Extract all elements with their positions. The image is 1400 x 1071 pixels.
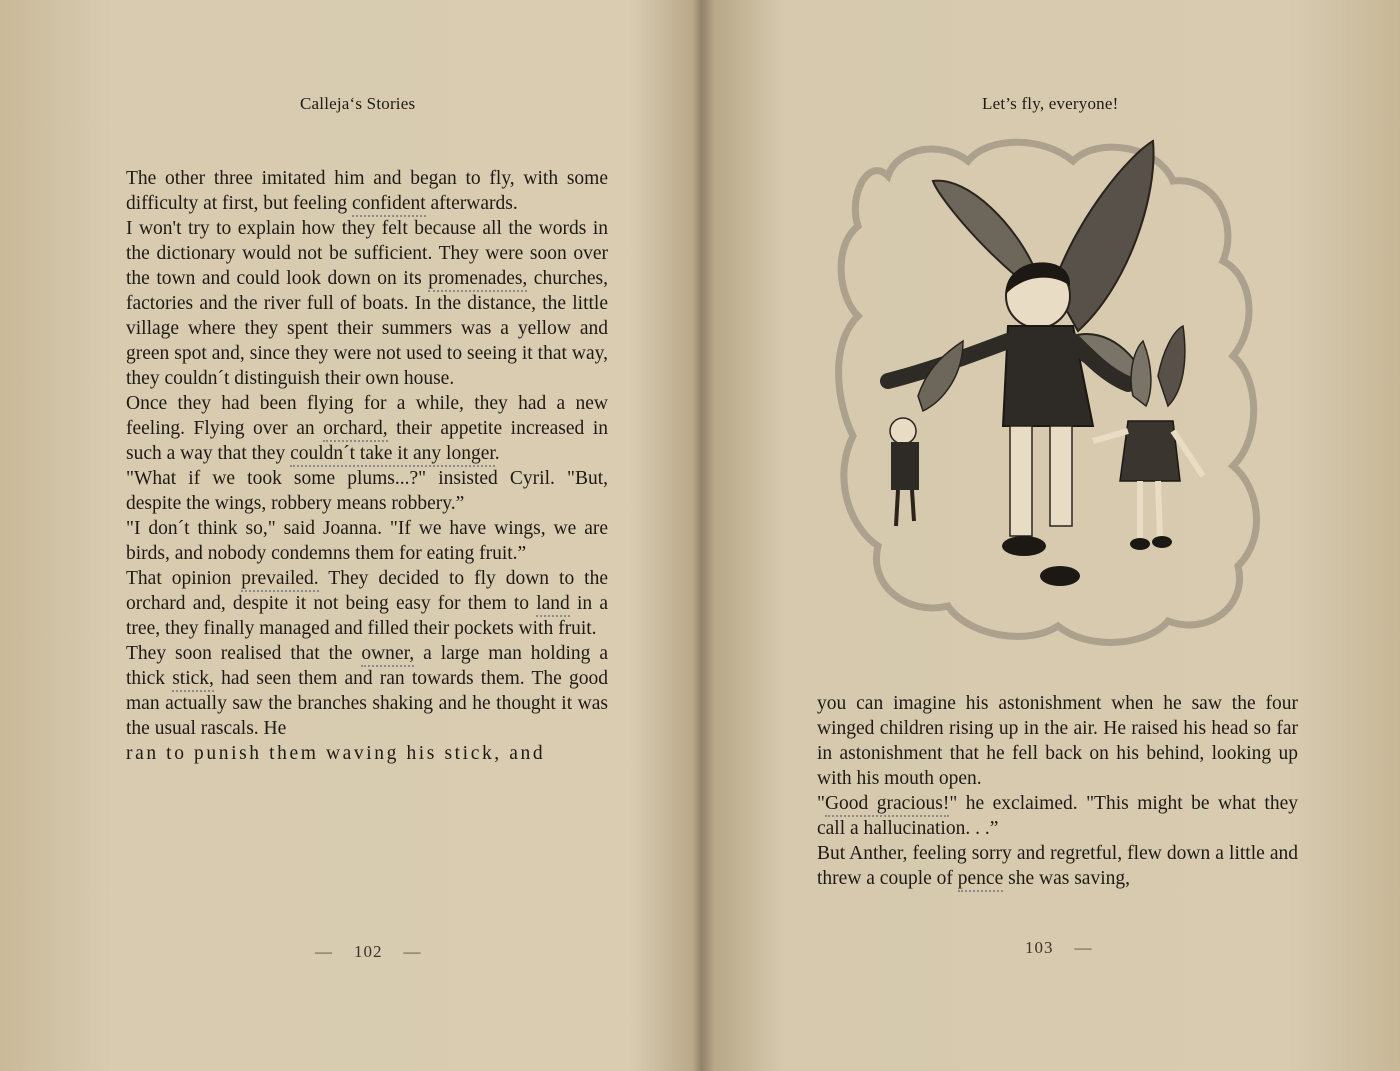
folio-dash: — (1074, 938, 1093, 957)
winged-children-illustration (828, 136, 1270, 664)
text-run: afterwards. (425, 193, 518, 214)
boy-shoe (1002, 536, 1046, 556)
paragraph (126, 641, 608, 741)
small-child-head (890, 418, 916, 444)
right-running-head: Let’s fly, everyone! (982, 94, 1119, 113)
text-run: you can imagine his astonishment when he saw the four winged children rising up in the air. He raised his head so far in astonishment that he fell back on his behind, looking up with his mouth open. (817, 693, 1298, 789)
right-page-number (1025, 938, 1093, 958)
paragraph (126, 566, 608, 641)
text-run: That opinion (126, 568, 242, 589)
text-run: had seen them and ran towards them. The good man actually saw the branches shaking and he thought it was the usual rascals. He (126, 668, 608, 739)
text-run: ran to punish them waving his stick, and (126, 743, 546, 764)
boy-shoe (1040, 566, 1080, 586)
boy-leg (1050, 426, 1072, 526)
glossary-link[interactable]: orchard, (323, 418, 387, 442)
text-run: their appetite increased in such a way that they (126, 418, 608, 464)
text-run: " (817, 793, 825, 814)
folio-dash: — (403, 942, 422, 961)
glossary-link[interactable]: prevailed. (241, 568, 318, 592)
text-run: "What if we took some plums...?" insisted Cyril. "But, despite the wings, robbery means robbery.” (126, 468, 608, 514)
paragraph (126, 516, 608, 566)
text-run: The other three imitated him and began to fly, with some difficulty at first, but feeling (126, 168, 608, 214)
text-run: But Anther, feeling sorry and regretful, flew down a little and threw a couple of (817, 843, 1298, 889)
folio-number: 102 (354, 942, 383, 961)
illustration-drawing (828, 136, 1270, 664)
small-wing (1131, 341, 1151, 406)
folio-dash: — (315, 942, 333, 961)
text-run: "I don´t think so," said Joanna. "If we have wings, we are birds, and nobody condemns them for eating fruit.” (126, 518, 608, 564)
paragraph-last-line (126, 741, 608, 766)
paragraph (817, 691, 1298, 791)
glossary-link[interactable]: Good gracious! (825, 793, 949, 817)
paragraph (126, 216, 608, 391)
small-child-shoe (1152, 536, 1172, 548)
glossary-link[interactable]: couldn´t take it any longer (290, 443, 495, 467)
left-page-number (315, 942, 422, 962)
text-run: churches, factories and the river full of boats. In the distance, the little village where they spent their summers was a yellow and green spot and, since they were not used to seeing it that way, they couldn´t distinguish their own house. (126, 268, 608, 389)
small-child-shoe (1130, 538, 1150, 550)
right-page (700, 0, 1400, 1071)
small-wing (1158, 326, 1185, 406)
paragraph (817, 841, 1298, 891)
small-child-leg (896, 490, 898, 526)
text-run: I won't try to explain how they felt because all the words in the dictionary would not be sufficient. They were soon over the town and could look down on its (126, 218, 608, 289)
paragraph (126, 166, 608, 216)
glossary-link[interactable]: promenades, (428, 268, 527, 292)
text-run: . (494, 443, 500, 464)
folio-number: 103 (1025, 938, 1054, 957)
text-run: Once they had been flying for a while, they had a new feeling. Flying over an (126, 393, 608, 439)
glossary-link[interactable]: stick, (172, 668, 214, 692)
glossary-link[interactable]: owner, (361, 643, 414, 667)
glossary-link[interactable]: land (536, 593, 570, 617)
text-run: They decided to fly down to the orchard and, despite it not being easy for them to (126, 568, 608, 614)
text-run: They soon realised that the (126, 643, 362, 664)
text-run: in a tree, they finally managed and filled their pockets with fruit. (126, 593, 608, 639)
small-child-arm (1093, 431, 1128, 441)
glossary-link[interactable]: confident (352, 193, 426, 217)
small-child-body (891, 442, 919, 490)
left-running-head: Calleja‘s Stories (300, 94, 416, 113)
boy-leg (1010, 426, 1032, 536)
text-run: she was saving, (1003, 868, 1130, 889)
small-child-leg (1158, 481, 1160, 538)
left-body-text (126, 166, 608, 766)
paragraph (817, 791, 1298, 841)
small-child-dress (1120, 421, 1180, 481)
glossary-link[interactable]: pence (958, 868, 1003, 892)
text-run: a large man holding a thick (126, 643, 608, 689)
paragraph (126, 391, 608, 466)
small-child-leg (912, 490, 914, 521)
paragraph (126, 466, 608, 516)
text-run: " he exclaimed. "This might be what they call a hallucination. . .” (817, 793, 1298, 839)
right-body-text (817, 691, 1298, 891)
